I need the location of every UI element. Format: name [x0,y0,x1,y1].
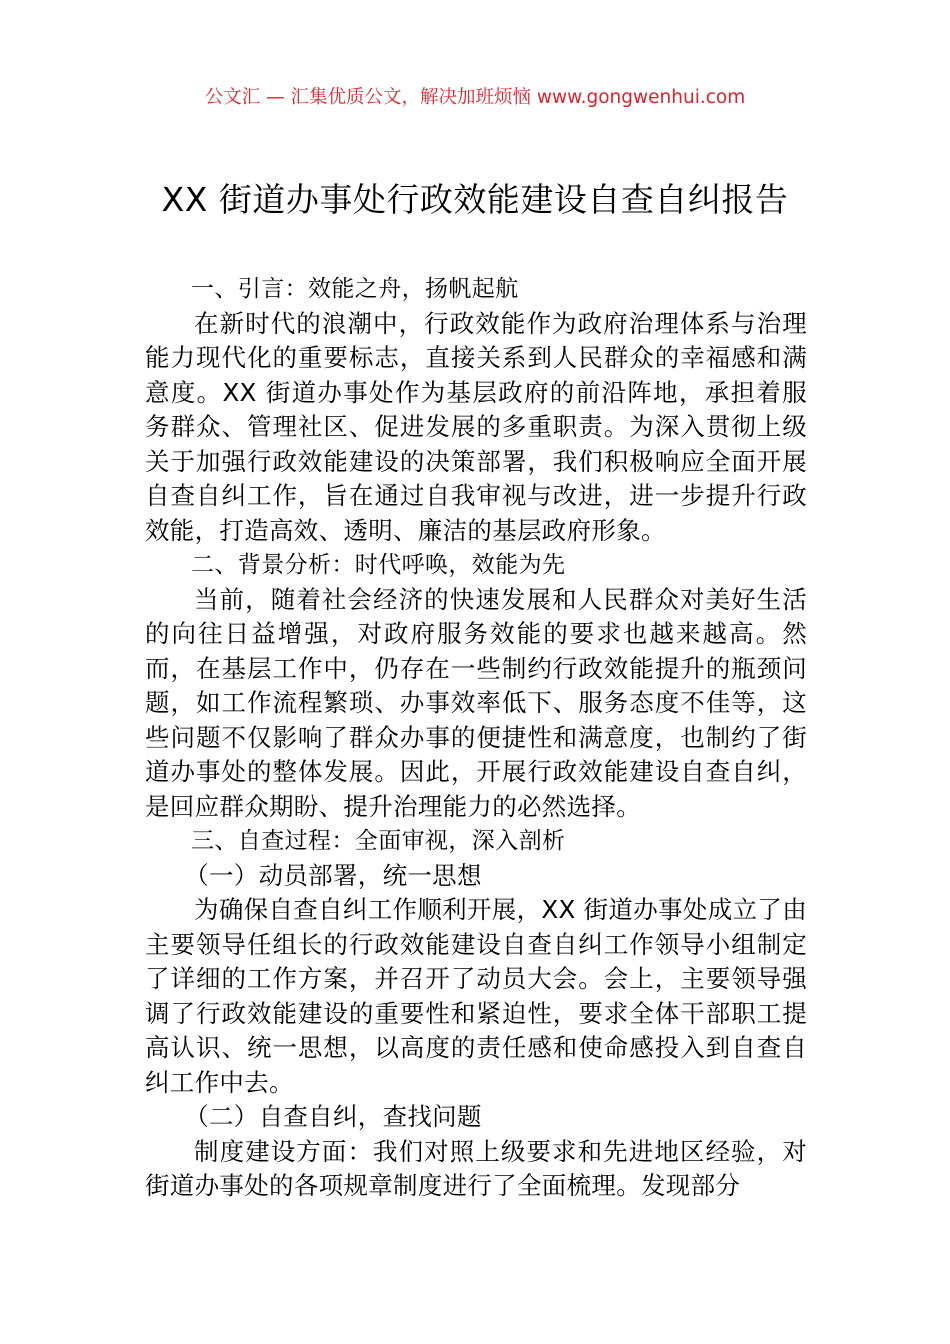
section-heading-background: 二、背景分析：时代呼唤，效能为先 [191,552,566,578]
section-heading-self-inspection: 三、自查过程：全面审视，深入剖析 [191,828,566,854]
header-banner: 公文汇 — 汇集优质公文，解决加班烦恼 www.gongwenhui.com [204,87,746,108]
paragraph-mobilization: 为确保自查自纠工作顺利开展，XX 街道办事处成立了由主要领导任组长的行政效能建设自查自纠工作领导小组制定了详细的工作方案，并召开了动员大会。会上，主要领导强调了行政效能建设的重要性和紧迫性，要求全体干部职工提高认识、统一思想，以高度的责任感和使命感投入到自查自纠工作中去。 [145,895,807,1097]
paragraph-background: 当前，随着社会经济的快速发展和人民群众对美好生活的向往日益增强，对政府服务效能的要求也越来越高。然而，在基层工作中，仍存在一些制约行政效能提升的瓶颈问题，如工作流程繁琐、办事效率低下、服务态度不佳等，这些问题不仅影响了群众办事的便捷性和满意度，也制约了街道办事处的整体发展。因此，开展行政效能建设自查自纠，是回应群众期盼、提升治理能力的必然选择。 [145,584,807,821]
paragraph-introduction: 在新时代的浪潮中，行政效能作为政府治理体系与治理能力现代化的重要标志，直接关系到人民群众的幸福感和满意度。XX 街道办事处作为基层政府的前沿阵地，承担着服务群众、管理社区、促进发展的多重职责。为深入贯彻上级关于加强行政效能建设的决策部署，我们积极响应全面开展自查自纠工作，旨在通过自我审视与改进，进一步提升行政效能，打造高效、透明、廉洁的基层政府形象。 [145,308,807,545]
document-title: XX 街道办事处行政效能建设自查自纠报告 [161,180,789,219]
subheading-mobilization: （一）动员部署，统一思想 [184,860,482,890]
document-body [145,272,807,1204]
subheading-find-problems: （二）自查自纠，查找问题 [184,1102,482,1131]
paragraph-institution-building: 制度建设方面：我们对照上级要求和先进地区经验，对街道办事处的各项规章制度进行了全面梳理。发现部分 [145,1136,807,1200]
section-heading-introduction: 一、引言：效能之舟，扬帆起航 [191,276,519,302]
